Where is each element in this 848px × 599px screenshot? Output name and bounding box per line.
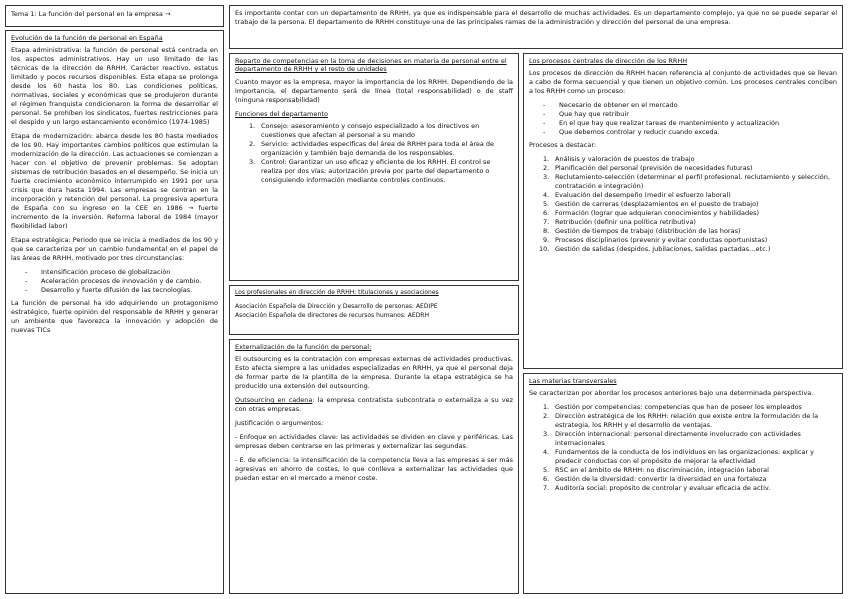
list-item: 8. Gestión de tiempos de trabajo (distribución de las horas): [543, 226, 741, 235]
list-item: 7. Retribución (definir una política retributiva): [543, 217, 696, 226]
list-item: 10. Gestión de salidas (despidos, jubilaciones, salidas pactadas…etc.): [539, 244, 771, 253]
etapa-modernizacion: Etapa de modernización: abarca desde los 80 hasta mediados de los 90. Hay importantes cambios políticos que estimulan la modernización de la dirección. Las actuaciones se comienzan a hacer con el objetivo de prevenir problemas. Se adoptan sistemas de retribución basados en el desempeño. Se inicia un fuerte crecimiento económico interrumpido en 1991 por una crisis que dura hasta 1994. Las empresas se centran en la incorporación y retención del personal. La progresiva apertura de España con su ingreso en la CEE en 1986 → fuerte incremento de la inversión. Reforma laboral de 1984 (mayor flexibilidad labor): [11, 132, 218, 230]
funciones-list: [235, 122, 513, 185]
procesos-destacar: Procesos a destacar:: [529, 141, 597, 150]
outsourcing-text: El outsourcing es la contratación con empresas externas de actividades productivas. Esto afecta siempre a las unidades especializadas en RRHH, ya que el personal deja de formar parte de la plantilla de la empresa. Durante la etapa estratégica se ha producido una extensión del outsourcing.: [235, 355, 513, 391]
cadena-label: Outsourcing en cadena: [235, 396, 313, 405]
externalizacion-section: [229, 339, 519, 594]
procesos-text: Los procesos de dirección de RRHH hacen referencia al conjunto de actividades que se llevan a cabo de forma secuencial y que tienen un objetivo común. Los procesos centrales conciben a los RRHH como un proceso:: [529, 69, 837, 96]
eficiencia-text: - E. de eficiencia: la intensificación de la competencia lleva a las empresas a ser más agresivas en ahorro de costes, lo que conlleva a externalizar las actividades que puedan estar en el mercado a menor coste.: [235, 456, 513, 483]
evolucion-heading: Evolución de la función de personal en España: [11, 34, 163, 42]
list-item: 2. Dirección estratégica de los RRHH: relación que existe entre la formulación de la estrategia, los RRHH y el desarrollo de ventajas.: [543, 412, 819, 430]
cadena-text: : la empresa contratista subcontrata o externaliza a su vez con otras empresas.: [235, 396, 513, 414]
circunstancias-list: [11, 268, 218, 295]
reparto-section: [229, 53, 519, 281]
list-item: 2. Planificación del personal (previsión de necesidades futuras): [543, 164, 753, 173]
procesos-heading: Los procesos centrales de dirección de los RRHH: [529, 57, 688, 65]
outsourcing-cadena: [235, 396, 513, 414]
list-item: 5. RSC en el ámbito de RRHH: no discriminación, integración laboral: [543, 466, 769, 475]
transversales-list: [529, 403, 837, 493]
profesionales-section: [229, 285, 519, 335]
aedipe-line: Asociación Española de Dirección y Desarrollo de personas: AEDIPE: [235, 303, 438, 311]
transversales-heading: Las materias transversales: [529, 377, 617, 385]
list-item: - En el que hay que realizar tareas de mantenimiento y actualización: [543, 119, 780, 128]
list-item: - Que debemos controlar y reducir cuando exceda.: [543, 128, 720, 137]
list-item: - Intensificación proceso de globalización: [25, 267, 171, 276]
funciones-heading: Funciones del departamento: [235, 109, 328, 118]
procesos-section: [523, 53, 843, 369]
list-item: 6. Gestión de la diversidad: convertir la diversidad en una fortaleza: [543, 475, 767, 484]
list-item: 5. Gestión de carreras (desplazamientos en el puesto de trabajo): [543, 200, 759, 209]
list-item: 1. Análisis y valoración de puestos de trabajo: [543, 155, 695, 164]
list-item: 1. Consejo: asesoramiento y consejo especializado a los directivos en cuestiones que afectan al personal a su mando: [249, 122, 480, 140]
topic-title: Tema 1: La función del personal en la empresa →: [11, 10, 171, 18]
reparto-heading: Reparto de competencias en la toma de decisiones en materia de personal entre el departamento de RRHH y el resto de unidades: [235, 57, 507, 74]
transversales-section: [523, 373, 843, 594]
list-item: 9. Procesos disciplinarios (prevenir y evitar conductas oportunistas): [543, 235, 768, 244]
list-item: 4. Fundamentos de la conducta de los individuos en las organizaciones: explicar y predecir conductas con el propósito de mejorar la efectividad: [543, 448, 815, 466]
proceso-dash-list: [529, 101, 837, 137]
list-item: - Que hay que retribuir: [543, 110, 629, 119]
enfoque-text: - Enfoque en actividades clave: las actividades se dividen en clave y periféricas. Las empresas deben centrarse en las primeras y externalizar las segundas.: [235, 433, 513, 451]
list-item: 3. Dirección internacional: personal directamente involucrado con actividades internacionales: [543, 430, 801, 448]
list-item: 3. Control: Garantizar un uso eficaz y eficiente de los RRHH. El control se realiza por dos vías: autorización previa por parte del departamento o consiguiendo información mediante controles continuos.: [249, 158, 491, 185]
list-item: - Desarrollo y fuerte difusión de las tecnologías.: [25, 285, 193, 294]
etapa-administrativa: Etapa administrativa: la función de personal está centrada en los aspectos administrativos. Hay un uso limitado de las técnicas de la dirección de RRHH. Carácter reactivo, estatus limitado y pocos recursos disponibles. Esta etapa se prolonga desde los 60 hasta los 80. Las condiciones políticas, normativas, sociales y económicas que se produjeron durante el régimen franquista condicionaron la forma de desarrollar el personal. Se prohíben los sindicatos, fuertes restricciones para el despido y un largo estancamiento económico (1974-1985): [11, 46, 218, 127]
externalizacion-heading: Externalización de la función de personal:: [235, 343, 372, 351]
justificacion-label: Justificación o argumentos:: [235, 419, 324, 428]
list-item: 3. Reclutamiento-selección (determinar el perfil profesional, reclutamiento y selección, contratación e integración): [543, 173, 830, 191]
aedrh-line: Asociación Española de directores de recursos humanos: AEDRH: [235, 311, 429, 319]
evolucion-section: [5, 30, 224, 594]
protagonismo-text: La función de personal ha ido adquiriendo un protagonismo estratégico, fuerte opinión del responsable de RRHH y generar un ambiente que favorezca la innovación y adopción de nuevas TICs: [11, 298, 218, 334]
list-item: - Aceleración procesos de innovación y de cambio.: [25, 276, 202, 285]
list-item: 6. Formación (lograr que adquieran conocimientos y habilidades): [543, 209, 760, 217]
intro-box: [229, 5, 843, 49]
list-item: 2. Servicio: actividades específicas del área de RRHH para toda el área de organización y también bajo demanda de los responsables.: [249, 140, 495, 158]
reparto-text: Cuanto mayor es la empresa, mayor la importancia de los RRHH. Dependiendo de la importancia, el departamento será de línea (total responsabilidad) o de staff (ninguna responsabilidad): [235, 77, 513, 104]
profesionales-heading: Los profesionales en dirección de RRHH: titulaciones y asociaciones: [235, 289, 439, 296]
procesos-list: [529, 155, 837, 254]
list-item: 1. Gestión por competencias: competencias que han de poseer los empleados: [543, 403, 802, 412]
topic-title-box: [5, 5, 224, 27]
list-item: 7. Auditoría social: propósito de controlar y evaluar eficacia de activ.: [543, 484, 771, 493]
list-item: - Necesario de obtener en el mercado: [543, 101, 678, 110]
list-item: 4. Evaluación del desempeño (medir el esfuerzo laboral): [543, 191, 731, 200]
intro-text: Es importante contar con un departamento de RRHH, ya que es indispensable para el desarrollo de muchas actividades. Es un departamento complejo, ya que no se puede separar el trabajo de la persona. El departamento de RRHH constituye una de las principales ramas de la administración y dirección del personal de una empresa.: [235, 9, 837, 26]
transversales-text: Se caracterizan por abordar los procesos anteriores bajo una determinada perspectiva.: [529, 389, 814, 398]
etapa-estrategica: Etapa estratégica: Periodo que se inicia a mediados de los 90 y que se caracteriza por un cambio fundamental en el papel de las áreas de RRHH, motivado por tres circunstancias:: [11, 235, 218, 262]
